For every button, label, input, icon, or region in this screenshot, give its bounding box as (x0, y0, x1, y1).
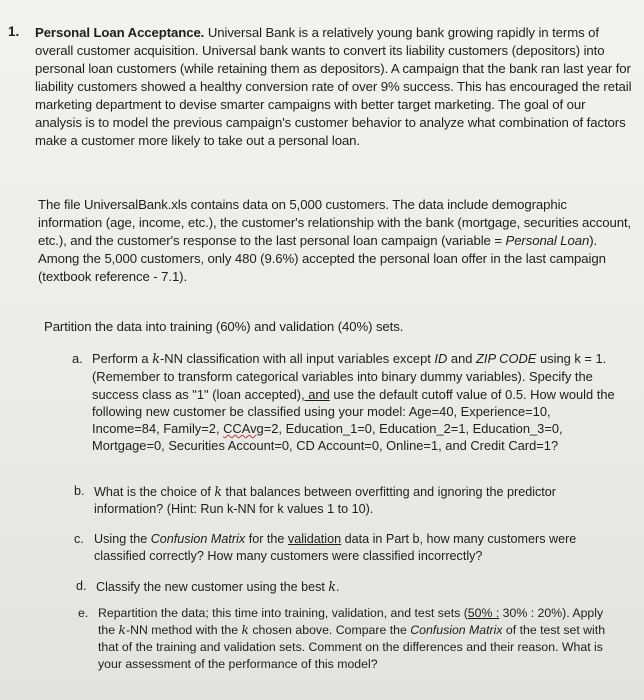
part-a-t4: using k = 1. (Remember to transform categorical variables into binary dummy variables). Specify the success class as "1" (loan accepted) (92, 351, 607, 402)
part-e-t3: -NN method with the (125, 623, 242, 637)
part-e-t2: 30% : 20%). Apply the (98, 606, 604, 637)
part-a-t5: , and (301, 386, 330, 402)
k-symbol: k (214, 484, 223, 499)
intro-paragraph (35, 24, 635, 150)
part-d-t2: . (336, 580, 340, 594)
problem-number: 1. (8, 24, 20, 39)
part-b-t1: What is the choice of (94, 485, 215, 499)
intro-text: Universal Bank is a relatively young bank growing rapidly in terms of overall customer acquisition. Universal bank wants to convert its liability customers (depositors) into personal loan customers (while retaining them as depositors). A campaign that the bank ran last year for liability customers showed a healthy conversion rate of over 9% success. This has encouraged the retail marketing department to devise smarter campaigns with better target marketing. The goal of our analysis is to model the previous campaign's customer behavior to analyze what combination of factors make a customer more likely to take out a personal loan. (35, 25, 632, 148)
confusion-matrix-term: Confusion Matrix (410, 623, 503, 637)
part-d-t1: Classify the new customer using the best (96, 580, 329, 594)
partition-instruction: Partition the data into training (60%) and validation (40%) sets. (44, 319, 404, 334)
data-text-1: The file UniversalBank.xls contains data on 5,000 customers. The data include demographic information (age, income, etc.), the customer's relationship with the bank (mortgage, securities account, etc.), and the customer's response to the last personal loan campaign (variable = (38, 197, 632, 248)
validation-term: validation (287, 532, 342, 546)
part-a-label: a. (72, 351, 83, 366)
part-c-t2: for the (245, 532, 288, 546)
part-b-label: b. (74, 484, 85, 498)
part-e-t5: of the test set with that of the training and validation sets. Comment on the differences and their reason. What is your assessment of the performance of this model? (98, 623, 606, 671)
id-variable: ID (434, 351, 448, 366)
part-a (72, 350, 617, 455)
part-a-text (92, 350, 617, 455)
part-c-label: c. (74, 532, 84, 546)
part-e-t1: Repartition the data; this time into training, validation, and test sets ( (98, 606, 468, 620)
ccavg-variable: CCAvg (223, 421, 264, 437)
part-b (74, 483, 619, 518)
k-symbol: k (152, 352, 160, 367)
part-a-t6: use the default cutoff value of 0.5. How would the following new customer be classified using your model: Age=40, Experience=10, Income=84, Family=2, (92, 386, 615, 437)
part-a-t2: -NN classification with all input variables except (160, 351, 435, 366)
zip-variable: ZIP CODE (475, 351, 537, 366)
part-a-t7: =2, Education_1=0, Education_2=1, Education_3=0, Mortgage=0, Securities Account=0, CD Account=0, Online=1, and Credit Card=1? (92, 421, 563, 454)
part-e-t4: chosen above. Compare the (248, 623, 411, 637)
part-d-label: d. (76, 579, 87, 593)
part-c (74, 531, 619, 565)
part-e-label: e. (78, 606, 89, 620)
part-e (78, 605, 623, 673)
part-c-text (94, 531, 619, 565)
k-symbol: k (328, 579, 337, 594)
part-a-t1: Perform a (92, 351, 153, 366)
data-description-paragraph (38, 196, 634, 286)
data-text-2: ). Among the 5,000 customers, only 480 (9.6%) accepted the personal loan offer in the last campaign (textbook reference - 7.1). (38, 233, 606, 284)
part-a-t3: and (447, 351, 476, 366)
part-c-t1: Using the (94, 532, 151, 546)
part-b-t2: that balances between overfitting and ignoring the predictor information? (Hint: Run k-NN for k values 1 to 10). (94, 485, 556, 516)
part-c-t3: data in Part b, how many customers were classified correctly? How many customers were classified incorrectly? (94, 532, 577, 563)
part-b-text (94, 483, 619, 518)
part-d (76, 578, 621, 596)
k-symbol: k (118, 623, 126, 637)
part-e-text (98, 605, 623, 673)
data-variable: Personal Loan (505, 233, 590, 248)
confusion-matrix-term: Confusion Matrix (150, 532, 246, 546)
part-d-text (96, 578, 621, 596)
problem-title: Personal Loan Acceptance. (35, 25, 205, 40)
k-symbol: k (241, 623, 249, 637)
ratio-term: 50% : (467, 606, 500, 620)
